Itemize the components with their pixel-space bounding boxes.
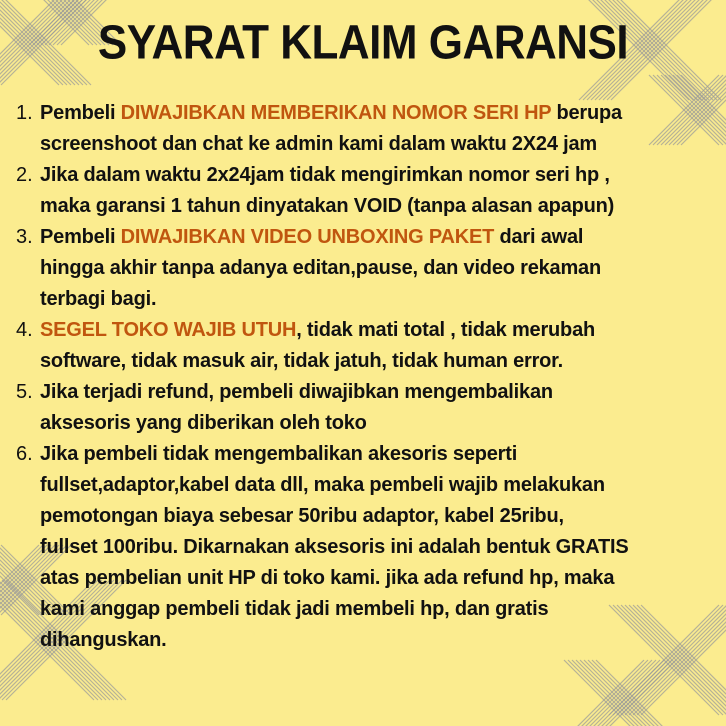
text: berupa <box>551 102 622 124</box>
item-line <box>40 408 716 439</box>
list-item <box>16 315 716 377</box>
item-number: 5. <box>16 381 33 403</box>
item-line <box>40 377 716 408</box>
item-line <box>40 160 716 191</box>
item-line <box>40 346 716 377</box>
item-number: 4. <box>16 319 33 341</box>
list-item <box>16 439 716 656</box>
text: fullset 100ribu. Dikarnakan aksesoris ini adalah bentuk GRATIS <box>40 536 629 558</box>
item-line <box>40 253 716 284</box>
text: Jika pembeli tidak mengembalikan akesoris seperti <box>40 443 518 465</box>
text: dihanguskan. <box>40 629 167 651</box>
text: Jika terjadi refund, pembeli diwajibkan mengembalikan <box>40 381 553 403</box>
item-line <box>40 222 716 253</box>
text: Pembeli <box>40 102 121 124</box>
item-line <box>40 532 716 563</box>
item-line <box>40 470 716 501</box>
item-number: 1. <box>16 102 33 124</box>
item-line <box>40 439 716 470</box>
item-line <box>40 594 716 625</box>
item-line <box>40 191 716 222</box>
terms-list <box>16 98 716 656</box>
text: atas pembelian unit HP di toko kami. jika ada refund hp, maka <box>40 567 615 589</box>
item-line <box>40 98 716 129</box>
text: fullset,adaptor,kabel data dll, maka pembeli wajib melakukan <box>40 474 605 496</box>
text: software, tidak masuk air, tidak jatuh, tidak human error. <box>40 350 564 372</box>
highlighted-text: DIWAJIBKAN MEMBERIKAN NOMOR SERI HP <box>120 102 552 124</box>
text: screenshoot dan chat ke admin kami dalam waktu 2X24 jam <box>40 133 597 155</box>
text: pemotongan biaya sebesar 50ribu adaptor, kabel 25ribu, <box>40 505 564 527</box>
item-number: 2. <box>16 164 33 186</box>
highlighted-text: SEGEL TOKO WAJIB UTUH <box>40 319 297 341</box>
list-item <box>16 377 716 439</box>
item-line <box>40 284 716 315</box>
text: maka garansi 1 tahun dinyatakan VOID (tanpa alasan apapun) <box>40 195 615 217</box>
item-line <box>40 625 716 656</box>
list-item <box>16 222 716 315</box>
item-line <box>40 501 716 532</box>
text: Pembeli <box>40 226 121 248</box>
item-line <box>40 315 716 346</box>
text: hingga akhir tanpa adanya editan,pause, dan video rekaman <box>40 257 601 279</box>
text: , tidak mati total , tidak merubah <box>296 319 596 341</box>
item-line <box>40 563 716 594</box>
item-number: 6. <box>16 443 33 465</box>
text: terbagi bagi. <box>40 288 157 310</box>
item-line <box>40 129 716 160</box>
text: aksesoris yang diberikan oleh toko <box>40 412 367 434</box>
text: dari awal <box>494 226 584 248</box>
text: kami anggap pembeli tidak jadi membeli hp, dan gratis <box>40 598 549 620</box>
text: Jika dalam waktu 2x24jam tidak mengirimkan nomor seri hp , <box>40 164 610 186</box>
list-item <box>16 160 716 222</box>
page-title: SYARAT KLAIM GARANSI <box>97 15 629 70</box>
item-number: 3. <box>16 226 33 248</box>
list-item <box>16 98 716 160</box>
highlighted-text: DIWAJIBKAN VIDEO UNBOXING PAKET <box>120 226 495 248</box>
